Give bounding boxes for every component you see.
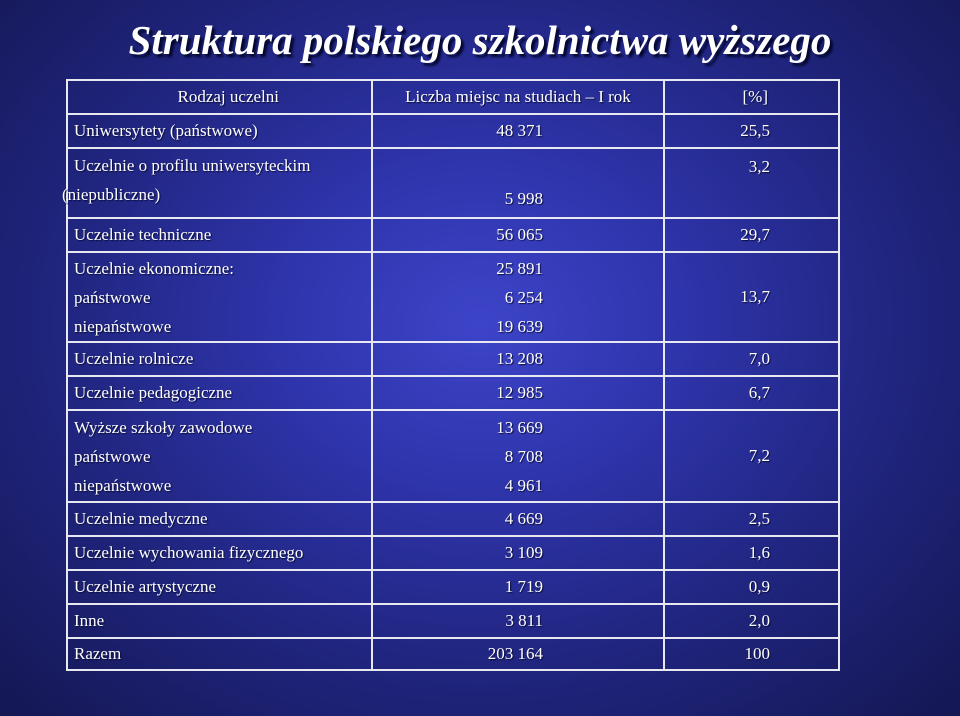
row-places-line: 19 639	[496, 316, 543, 336]
row-percent: 2,0	[664, 604, 839, 638]
row-places	[372, 252, 664, 342]
row-label-line: państwowe	[74, 287, 151, 307]
row-percent: 100	[664, 638, 839, 670]
row-percent: 3,2	[664, 148, 839, 218]
table-header-row	[67, 80, 839, 114]
row-places-line: 8 708	[504, 446, 543, 466]
table-row	[67, 252, 839, 342]
higher-education-table	[62, 79, 840, 671]
row-places: 4 669	[372, 502, 664, 536]
row-places: 3 811	[372, 604, 664, 638]
row-percent: 25,5	[664, 114, 839, 148]
row-label: Uczelnie artystyczne	[67, 570, 372, 604]
row-label: Uczelnie pedagogiczne	[67, 376, 372, 410]
table-row	[67, 114, 839, 148]
row-percent: 1,6	[664, 536, 839, 570]
header-places: Liczba miejsc na studiach – I rok	[372, 80, 664, 114]
row-label-line: państwowe	[74, 446, 151, 466]
row-places-line: 13 669	[496, 417, 543, 437]
row-places: 203 164	[372, 638, 664, 670]
row-places: 13 208	[372, 342, 664, 376]
row-places: 3 109	[372, 536, 664, 570]
row-places-line: 4 961	[504, 475, 543, 495]
row-label-line: Uczelnie ekonomiczne:	[74, 258, 235, 278]
row-percent: 2,5	[664, 502, 839, 536]
row-label-line: niepaństwowe	[74, 475, 172, 495]
row-places: 1 719	[372, 570, 664, 604]
row-places	[372, 410, 664, 502]
row-percent: 6,7	[664, 376, 839, 410]
row-label: Uczelnie techniczne	[67, 218, 372, 252]
table-row	[67, 604, 839, 638]
row-label-line: Wyższe szkoły zawodowe	[74, 417, 253, 437]
row-places-line: 25 891	[496, 258, 543, 278]
row-label	[67, 252, 372, 342]
row-percent: 29,7	[664, 218, 839, 252]
table-row	[67, 376, 839, 410]
row-places: 48 371	[372, 114, 664, 148]
row-label-line: Uczelnie o profilu uniwersyteckim	[74, 156, 311, 175]
slide-title: Struktura polskiego szkolnictwa wyższego	[128, 17, 832, 63]
row-label	[62, 148, 372, 218]
row-places-line: 6 254	[504, 287, 543, 307]
row-label	[67, 410, 372, 502]
row-label: Uczelnie medyczne	[67, 502, 372, 536]
table-row	[67, 410, 839, 502]
table-row	[67, 342, 839, 376]
table-row	[67, 148, 839, 218]
row-places: 12 985	[372, 376, 664, 410]
row-places: 5 998	[372, 148, 664, 218]
row-percent: 7,2	[664, 410, 839, 502]
row-label: Uczelnie wychowania fizycznego	[67, 536, 372, 570]
row-label-line: niepaństwowe	[74, 316, 172, 336]
row-label: Inne	[67, 604, 372, 638]
row-places: 56 065	[372, 218, 664, 252]
header-percent: [%]	[664, 80, 839, 114]
row-percent: 13,7	[664, 252, 839, 342]
row-percent: 7,0	[664, 342, 839, 376]
header-type: Rodzaj uczelni	[67, 80, 372, 114]
table-row	[67, 570, 839, 604]
row-label: Uczelnie rolnicze	[67, 342, 372, 376]
table-row-total	[67, 638, 839, 670]
row-percent: 0,9	[664, 570, 839, 604]
row-label-line: (niepubliczne)	[62, 185, 161, 204]
table-row	[67, 536, 839, 570]
row-label: Uniwersytety (państwowe)	[67, 114, 372, 148]
table-row	[67, 218, 839, 252]
row-label: Razem	[67, 638, 372, 670]
table-row	[67, 502, 839, 536]
